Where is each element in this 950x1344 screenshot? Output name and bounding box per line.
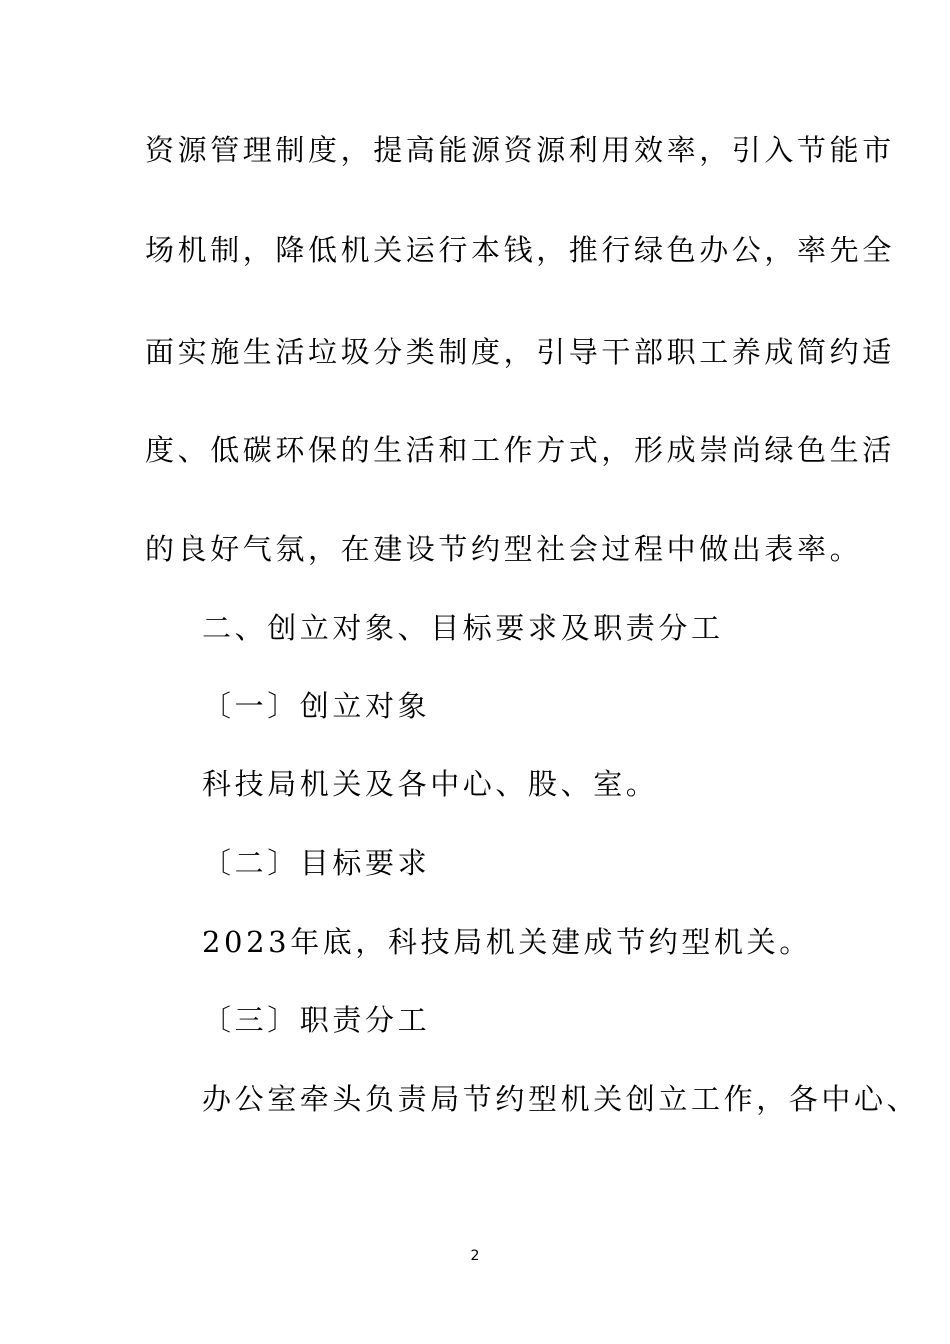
subheading-responsibilities: 〔三〕职责分工 — [202, 1003, 431, 1037]
subheading-goal-requirements: 〔二〕目标要求 — [202, 846, 431, 880]
page-number: 2 — [470, 1248, 480, 1264]
body-text-goal: 2023年底，科技局机关建成节约型机关。 — [202, 925, 812, 959]
body-text-line-4: 度、低碳环保的生活和工作方式，形成崇尚绿色生活 — [145, 433, 895, 467]
body-text-line-5: 的良好气氛，在建设节约型社会过程中做出表率。 — [145, 532, 863, 566]
body-text-line-1: 资源管理制度，提高能源资源利用效率，引入节能市 — [145, 133, 895, 167]
subheading-creation-target: 〔一〕创立对象 — [202, 689, 431, 723]
body-text-line-2: 场机制，降低机关运行本钱，推行绿色办公，率先全 — [145, 233, 895, 267]
body-text-line-3: 面实施生活垃圾分类制度，引导干部职工养成简约适 — [145, 335, 895, 369]
section-heading: 二、创立对象、目标要求及职责分工 — [202, 611, 724, 645]
body-text-responsibilities: 办公室牵头负责局节约型机关创立工作，各中心、 — [202, 1082, 920, 1116]
body-text-target-units: 科技局机关及各中心、股、室。 — [202, 767, 659, 801]
